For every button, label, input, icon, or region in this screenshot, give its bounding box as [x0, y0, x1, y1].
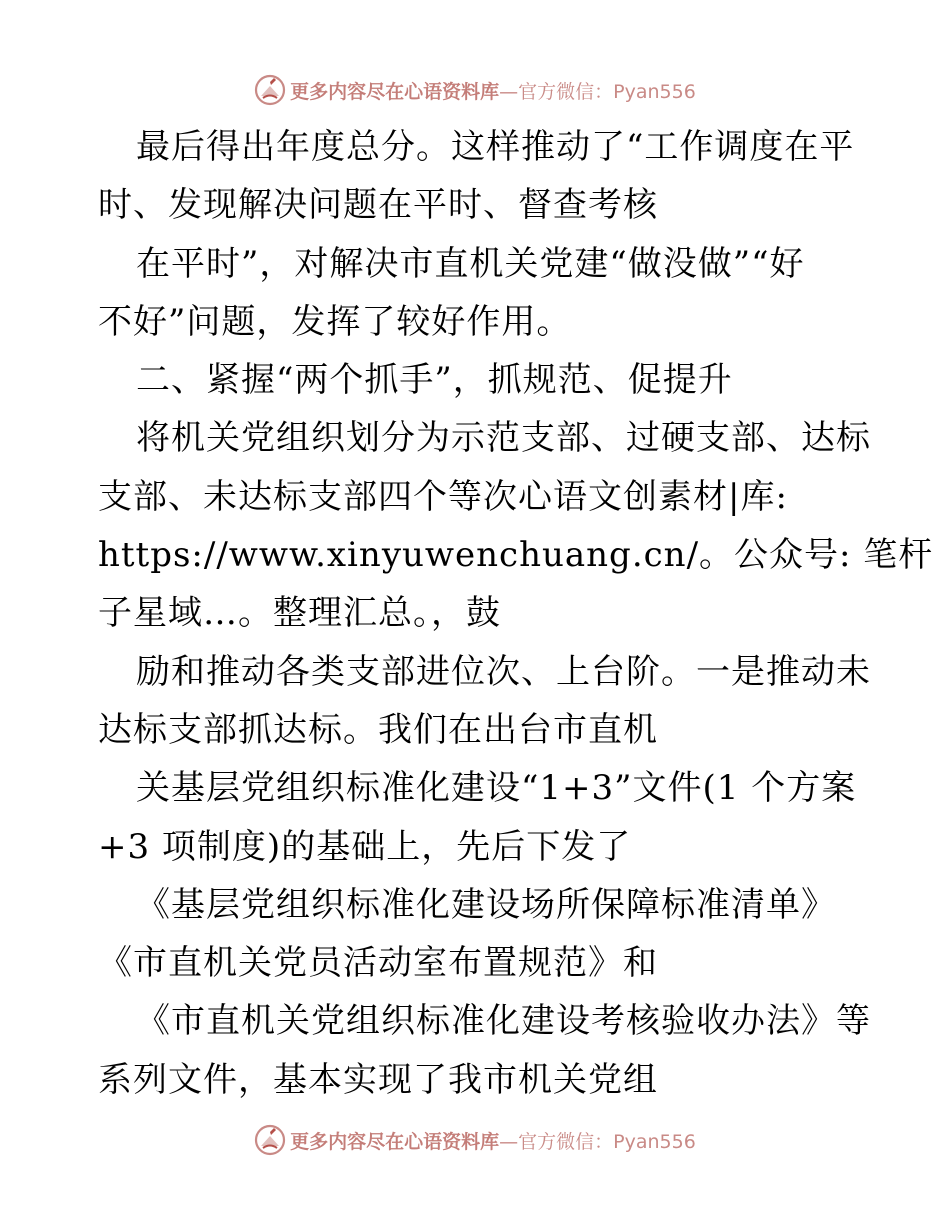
- book-quill-logo-icon: [254, 74, 286, 106]
- text-line: 系列文件，基本实现了我市机关党组: [98, 1059, 658, 1100]
- text-line: 《市直机关党组织标准化建设考核验收办法》等: [136, 1001, 871, 1042]
- text-line: 关基层党组织标准化建设“1+3”文件(1 个方案: [136, 768, 857, 809]
- header-separator: —: [499, 80, 519, 103]
- footer-promo: 更多内容尽在心语资料库: [290, 1130, 500, 1153]
- text-line: 时、发现解决问题在平时、督查考核: [98, 185, 658, 226]
- footer-separator: —: [499, 1130, 519, 1153]
- footer-banner: [0, 1120, 950, 1160]
- book-quill-logo-icon: [254, 1124, 286, 1156]
- text-line: 最后得出年度总分。这样推动了“工作调度在平: [136, 127, 855, 167]
- document-body: [98, 118, 934, 1109]
- text-line: 《市直机关党员活动室布置规范》和: [98, 943, 658, 984]
- text-line: 不好”问题，发挥了较好作用。: [98, 301, 572, 342]
- text-line: +3 项制度)的基础上，先后下发了: [98, 826, 632, 867]
- text-line: 将机关党组织划分为示范支部、过硬支部、达标: [136, 418, 871, 459]
- text-line: 子星域…。整理汇总。，鼓: [98, 593, 501, 634]
- header-wechat: 官方微信：Pyan556: [518, 80, 696, 103]
- footer-wechat: 官方微信：Pyan556: [518, 1130, 696, 1153]
- footer-promo-text: [290, 1127, 696, 1154]
- text-line: https://www.xinyuwenchuang.cn/。公众号: 笔杆: [98, 535, 934, 576]
- header-promo-text: [290, 77, 696, 104]
- text-line: 支部、未达标支部四个等次心语文创素材|库:: [98, 476, 788, 517]
- header-promo: 更多内容尽在心语资料库: [290, 80, 500, 103]
- text-line: 《基层党组织标准化建设场所保障标准清单》: [136, 884, 836, 925]
- section-heading: 二、紧握“两个抓手”，抓规范、促提升: [136, 360, 733, 401]
- text-line: 励和推动各类支部进位次、上台阶。一是推动未: [136, 651, 871, 692]
- text-line: 在平时”，对解决市直机关党建“做没做”“好: [136, 243, 805, 284]
- header-banner: [0, 70, 950, 110]
- text-line: 达标支部抓达标。我们在出台市直机: [98, 709, 658, 750]
